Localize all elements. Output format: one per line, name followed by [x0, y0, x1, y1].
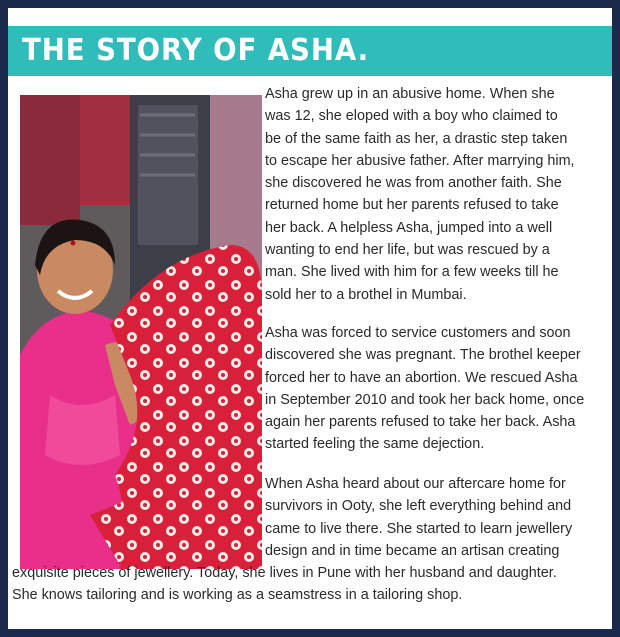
story-paragraph-2: Asha was forced to service customers and soon discovered she was pregnant. The brothel keeper forced her to have an abortion. We rescued Asha in September 2010 and took her back home, once again her parents refused to take her back. Asha started feeling the same dejection. — [265, 325, 585, 453]
story-paragraph-1: Asha grew up in an abusive home. When she was 12, she eloped with a boy who claimed to be of the same faith as her, a drastic step taken to escape her abusive father. After marrying him, she discovered he was from another faith. She returned home but her parents refused to take her back. A helpless Asha, jumped into a well wanting to end her life, but was rescued by a man. She lived with him for a few weeks till he sold her to a brothel in Mumbai. — [265, 86, 575, 303]
asha-photo — [20, 95, 262, 569]
page-title: THE STORY OF ASHA. — [22, 33, 370, 68]
title-banner — [8, 26, 612, 76]
story-paragraph-3: When Asha heard about our aftercare home for survivors in Ooty, she left everything behind and came to live there. She started to learn jewellery design and in time became an artisan creating — [265, 476, 573, 559]
story-paragraph-3-continued: exquisite pieces of jewellery. Today, she lives in Pune with her husband and daughter. She knows tailoring and is working as a seamstress in a tailoring shop. — [12, 565, 557, 604]
